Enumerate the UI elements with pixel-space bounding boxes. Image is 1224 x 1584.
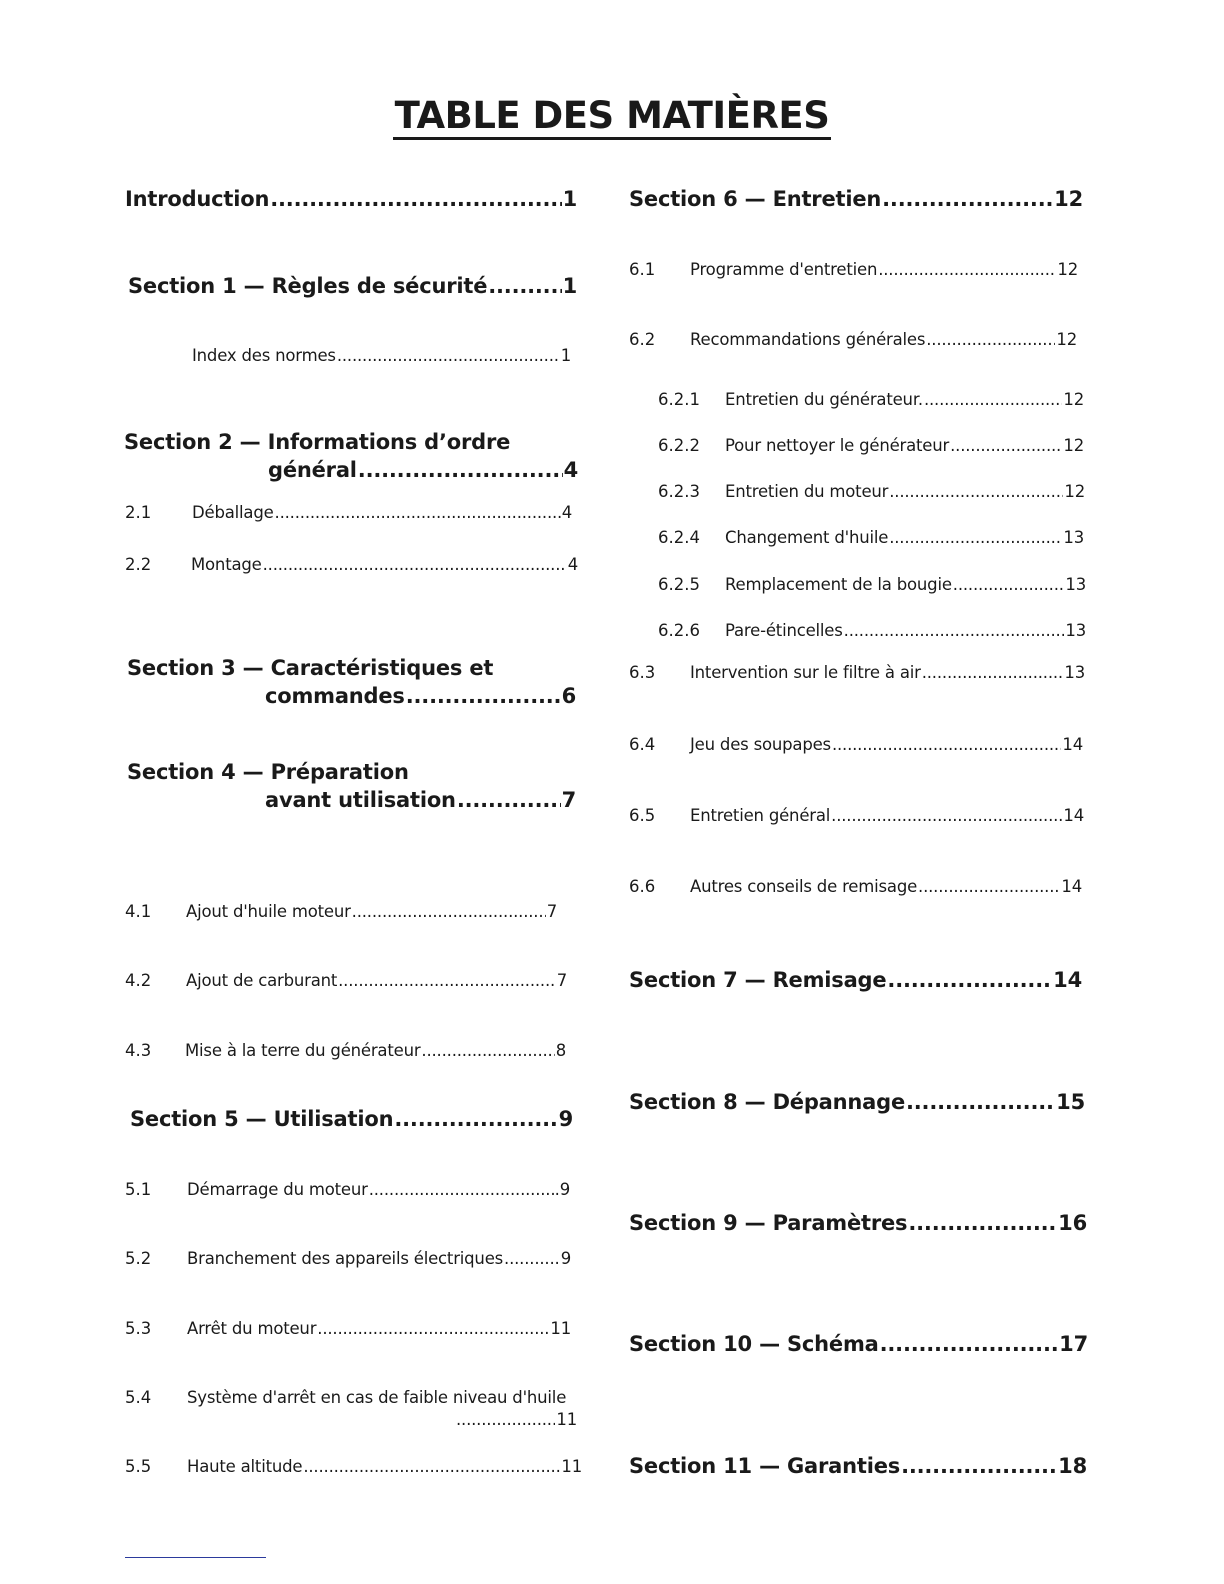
toc-entry-label[interactable]: [127, 759, 409, 785]
page-number: 11: [550, 1319, 571, 1338]
entry-number: 6.2.2: [658, 436, 700, 455]
entry-number: 5.2: [125, 1249, 152, 1268]
toc-entry-link[interactable]: [455, 1407, 577, 1433]
page-number: 4: [567, 555, 578, 574]
page-number: 17: [1059, 1332, 1088, 1356]
dot-leader: [923, 387, 1062, 413]
page-number: .9: [554, 1180, 570, 1199]
page-number: 12: [1063, 390, 1084, 409]
entry-label: Section 3 — Caractéristiques et: [127, 656, 494, 680]
entry-label: Jeu des soupapes: [690, 735, 831, 754]
page-number: 18: [1058, 1454, 1087, 1478]
dot-leader: [830, 803, 1062, 829]
toc-entry-link[interactable]: [268, 457, 578, 483]
entry-label: Intervention sur le filtre à air: [690, 663, 921, 682]
dot-leader: [316, 1316, 549, 1342]
dot-leader: [357, 457, 563, 483]
page-number: 16: [1058, 1211, 1087, 1235]
page-number: 11: [556, 1410, 577, 1429]
toc-entry-link[interactable]: [629, 967, 1082, 993]
entry-label: Section 8 — Dépannage: [629, 1090, 905, 1114]
page-number: 12: [1064, 482, 1085, 501]
entry-label-continued: commandes: [265, 684, 405, 708]
toc-entry-link[interactable]: [629, 1210, 1087, 1236]
entry-label: Pare-étincelles: [725, 621, 843, 640]
entry-label: Entretien général: [690, 806, 831, 825]
toc-entry-link[interactable]: [690, 732, 1083, 758]
entry-number: 5.1: [125, 1180, 152, 1199]
toc-entry-label[interactable]: [127, 655, 493, 681]
toc-entry-link[interactable]: [187, 1316, 571, 1342]
page-number: 1: [562, 187, 577, 211]
page-number: 4: [561, 503, 572, 522]
toc-entry-link[interactable]: [725, 572, 1086, 598]
page-number: 9: [558, 1107, 573, 1131]
toc-entry-link[interactable]: [629, 1089, 1085, 1115]
entry-number: 6.4: [629, 735, 656, 754]
dot-leader: [900, 1453, 1057, 1479]
toc-entry-link[interactable]: [725, 433, 1084, 459]
toc-entry-link[interactable]: [690, 874, 1082, 900]
dot-leader: [503, 1246, 560, 1272]
toc-entry-link[interactable]: [186, 968, 567, 994]
entry-number: 5.3: [125, 1319, 152, 1338]
entry-label: Section 10 — Schéma: [629, 1332, 879, 1356]
toc-entry-link[interactable]: [690, 257, 1078, 283]
dot-leader: [336, 343, 560, 369]
entry-label: Entretien du moteur: [725, 482, 889, 501]
toc-entry-link[interactable]: [629, 1453, 1087, 1479]
dot-leader: [905, 1089, 1055, 1115]
page-number: 13: [1065, 575, 1086, 594]
dot-leader: [456, 787, 561, 813]
toc-entry-link[interactable]: [690, 803, 1084, 829]
entry-number: 6.2: [629, 330, 656, 349]
entry-label: Ajout d'huile moteur: [186, 902, 351, 921]
page-number: 7: [546, 902, 557, 921]
entry-label: Programme d'entretien: [690, 260, 878, 279]
page-number: 9: [560, 1249, 571, 1268]
toc-entry-link[interactable]: [725, 618, 1086, 644]
page-number: 8: [555, 1041, 566, 1060]
page-number: 6: [561, 684, 576, 708]
page-number: 13: [1065, 621, 1086, 640]
toc-entry-link[interactable]: [265, 787, 576, 813]
dot-leader: [302, 1454, 560, 1480]
dot-leader: [925, 327, 1055, 353]
dot-leader: [921, 660, 1064, 686]
entry-label: Section 4 — Préparation: [127, 760, 409, 784]
entry-label: Index des normes: [192, 346, 336, 365]
page-number: 12: [1056, 330, 1077, 349]
dot-leader: [262, 552, 567, 578]
entry-label: Ajout de carburant: [186, 971, 338, 990]
dot-leader: [907, 1210, 1057, 1236]
entry-label: Montage: [191, 555, 262, 574]
entry-number: 5.4: [125, 1388, 152, 1407]
footnote-divider: [125, 1557, 266, 1558]
entry-number: 4.2: [125, 971, 152, 990]
toc-entry-link[interactable]: [725, 525, 1084, 551]
toc-entry-link[interactable]: [725, 479, 1085, 505]
entry-label: Pour nettoyer le générateur: [725, 436, 950, 455]
dot-leader: [881, 186, 1053, 212]
dot-leader: [952, 572, 1065, 598]
dot-leader: [888, 479, 1063, 505]
toc-entry-link[interactable]: [187, 1246, 571, 1272]
dot-leader: [269, 186, 561, 212]
entry-label-continued: avant utilisation: [265, 788, 456, 812]
toc-entry-link[interactable]: [125, 186, 577, 212]
entry-number: 6.2.4: [658, 528, 700, 547]
entry-label: Mise à la terre du générateur: [185, 1041, 421, 1060]
page-number: 12: [1063, 436, 1084, 455]
entry-label: Déballage: [192, 503, 274, 522]
page-number: 14: [1062, 735, 1083, 754]
entry-number: 6.1: [629, 260, 656, 279]
dot-leader: [274, 500, 561, 526]
entry-label: Branchement des appareils électriques: [187, 1249, 504, 1268]
dot-leader: [831, 732, 1061, 758]
entry-label: Démarrage du moteur: [187, 1180, 368, 1199]
page-number: 14: [1061, 877, 1082, 896]
entry-number: 2.1: [125, 503, 152, 522]
toc-entry-link[interactable]: [191, 552, 578, 578]
toc-entry-link[interactable]: [128, 273, 577, 299]
toc-entry-label[interactable]: [124, 429, 510, 455]
dot-leader: [949, 433, 1062, 459]
entry-number: 5.5: [125, 1457, 152, 1476]
dot-leader: [487, 273, 561, 299]
entry-label: Remplacement de la bougie: [725, 575, 952, 594]
page-number: 14: [1063, 806, 1084, 825]
dot-leader: [886, 967, 1052, 993]
entry-label: Arrêt du moteur: [187, 1319, 317, 1338]
entry-number: 6.2.5: [658, 575, 700, 594]
entry-label: Section 9 — Paramètres: [629, 1211, 908, 1235]
toc-entry-link[interactable]: [187, 1454, 582, 1480]
page-number: 4: [563, 458, 578, 482]
entry-label: Section 7 — Remisage: [629, 968, 887, 992]
dot-leader: [455, 1407, 555, 1433]
entry-label: Section 5 — Utilisation: [130, 1107, 394, 1131]
dot-leader: [888, 525, 1062, 551]
entry-number: 4.1: [125, 902, 152, 921]
toc-entry-link[interactable]: [192, 500, 572, 526]
entry-number: 6.6: [629, 877, 656, 896]
entry-label: Haute altitude: [187, 1457, 303, 1476]
dot-leader: [877, 257, 1056, 283]
entry-number: 2.2: [125, 555, 152, 574]
page-number: 14: [1053, 968, 1082, 992]
dot-leader: [393, 1106, 557, 1132]
entry-label: Section 11 — Garanties: [629, 1454, 901, 1478]
toc-entry-link[interactable]: [130, 1106, 573, 1132]
entry-number: 6.2.1: [658, 390, 700, 409]
entry-number: 6.2.6: [658, 621, 700, 640]
page-number: 12: [1057, 260, 1078, 279]
entry-label: Introduction: [125, 187, 270, 211]
page-number: 13: [1064, 663, 1085, 682]
toc-entry-link[interactable]: [187, 1177, 570, 1203]
toc-entry-link[interactable]: [629, 1331, 1088, 1357]
toc-entry-link[interactable]: [186, 899, 557, 925]
dot-leader: [843, 618, 1065, 644]
page-number: 1: [562, 274, 577, 298]
page-number: 1: [560, 346, 571, 365]
dot-leader: [405, 683, 561, 709]
toc-entry-link[interactable]: [690, 660, 1085, 686]
entry-number: 6.3: [629, 663, 656, 682]
page-number: 13: [1063, 528, 1084, 547]
entry-label-continued: général: [268, 458, 357, 482]
dot-leader: [337, 968, 556, 994]
entry-number: 4.3: [125, 1041, 152, 1060]
entry-label: Autres conseils de remisage: [690, 877, 918, 896]
dot-leader: [879, 1331, 1059, 1357]
entry-number: 6.2.3: [658, 482, 700, 501]
entry-label: Entretien du générateur.: [725, 390, 923, 409]
entry-label: Recommandations générales: [690, 330, 926, 349]
dot-leader: [420, 1038, 554, 1064]
toc-entry-link[interactable]: [725, 387, 1084, 413]
entry-label: Section 2 — Informations d’ordre: [124, 430, 511, 454]
dot-leader: [368, 1177, 554, 1203]
toc-entry-link[interactable]: [192, 343, 571, 369]
entry-label: Changement d'huile: [725, 528, 889, 547]
toc-entry-link[interactable]: [690, 327, 1077, 353]
page-number: 7: [556, 971, 567, 990]
page-number: 15: [1056, 1090, 1085, 1114]
page-number: 7: [561, 788, 576, 812]
dot-leader: [351, 899, 546, 925]
page-title: TABLE DES MATIÈRES: [0, 94, 1224, 137]
entry-label: Section 6 — Entretien: [629, 187, 882, 211]
entry-number: 6.5: [629, 806, 656, 825]
toc-entry-link[interactable]: [629, 186, 1083, 212]
toc-entry-link[interactable]: [185, 1038, 566, 1064]
toc-entry-link[interactable]: [265, 683, 576, 709]
entry-label: Système d'arrêt en cas de faible niveau d'huile: [187, 1388, 567, 1407]
dot-leader: [917, 874, 1060, 900]
entry-label: Section 1 — Règles de sécurité: [128, 274, 488, 298]
page-number: 11: [561, 1457, 582, 1476]
page-number: 12: [1054, 187, 1083, 211]
